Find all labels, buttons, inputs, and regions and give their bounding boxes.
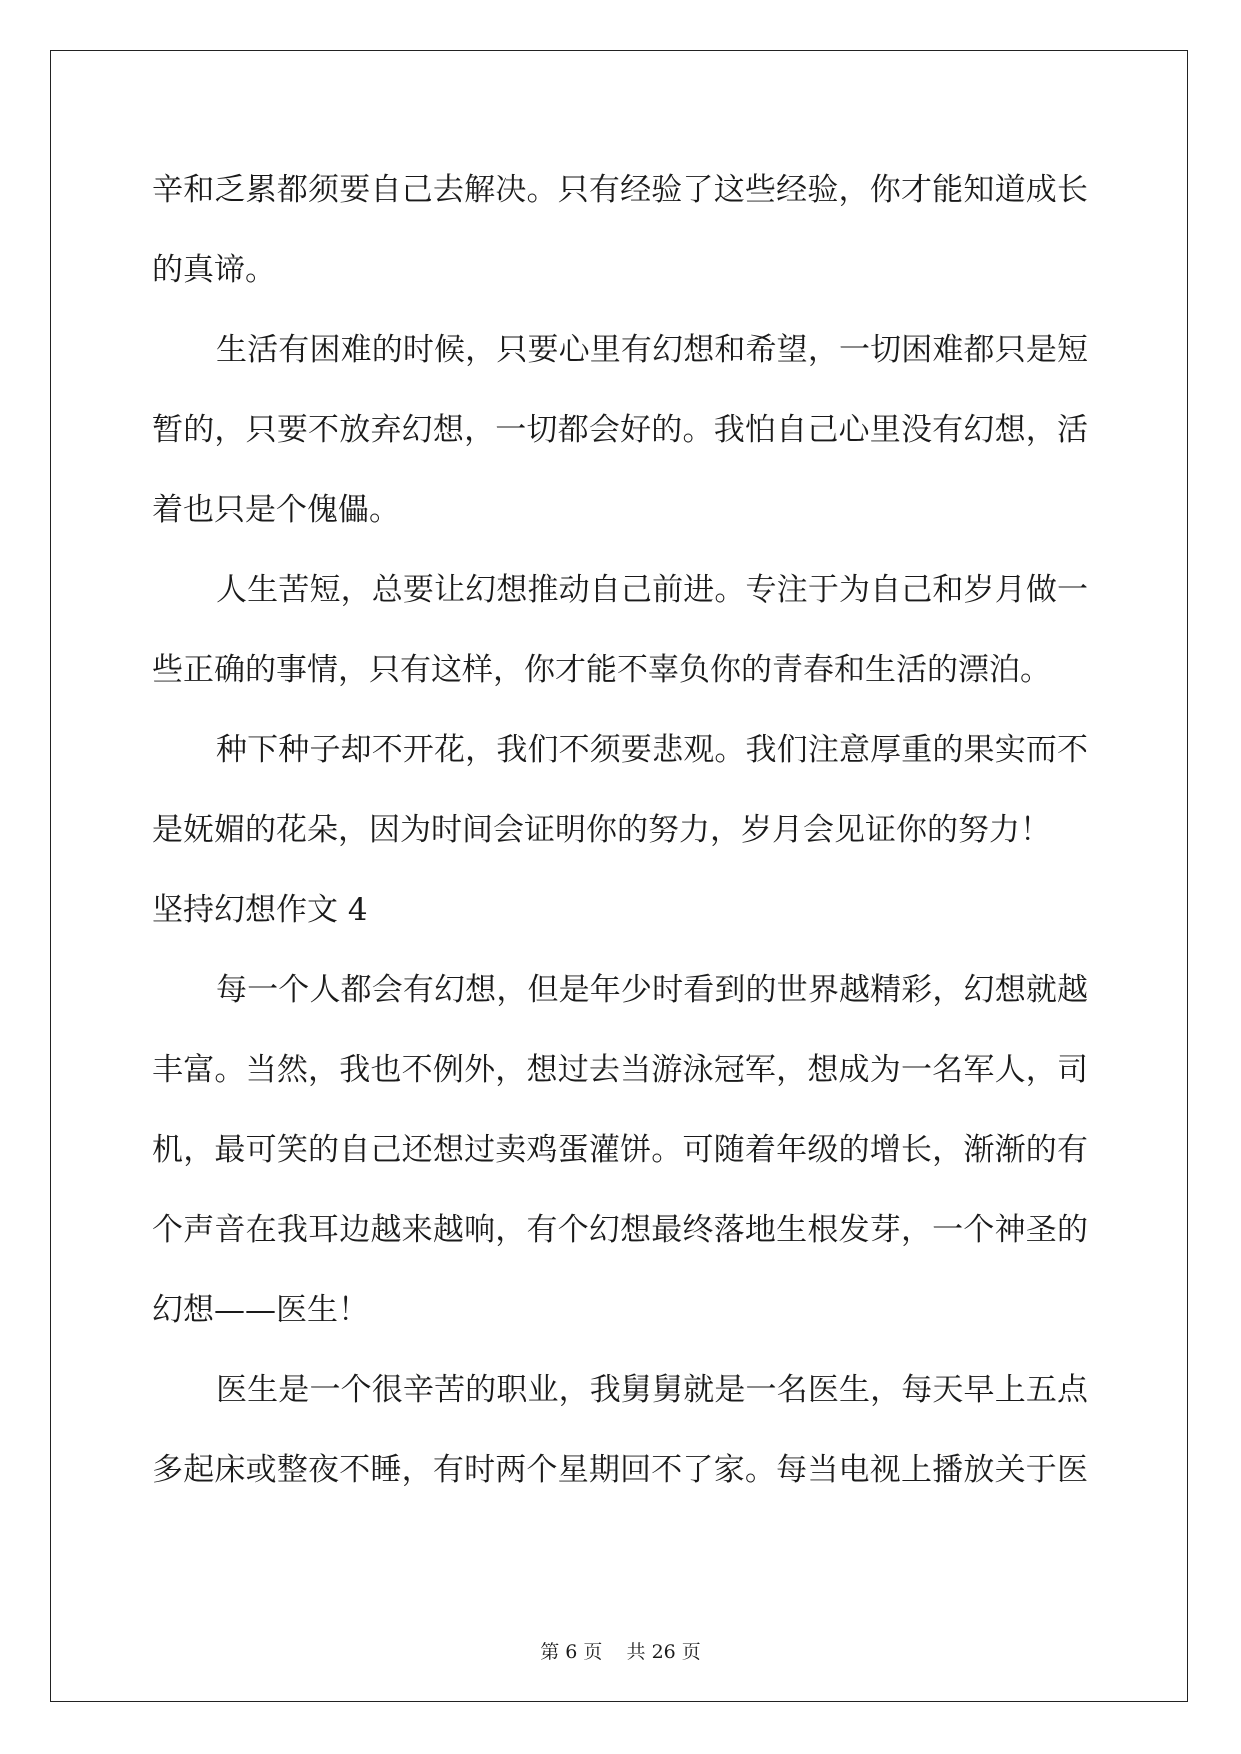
body-line: 丰富。当然，我也不例外，想过去当游泳冠军，想成为一名军人，司: [152, 1052, 1088, 1088]
body-line: 的真谛。: [152, 252, 276, 288]
page-total: 共 26 页: [626, 1641, 701, 1663]
body-line: 些正确的事情，只有这样，你才能不辜负你的青春和生活的漂泊。: [152, 652, 1051, 688]
page-footer: [0, 1640, 1241, 1664]
body-line: 暂的，只要不放弃幻想，一切都会好的。我怕自己心里没有幻想，活: [152, 412, 1088, 448]
body-line: 人生苦短，总要让幻想推动自己前进。专注于为自己和岁月做一: [216, 572, 1088, 608]
body-line: 多起床或整夜不睡，有时两个星期回不了家。每当电视上播放关于医: [152, 1452, 1088, 1488]
document-body: [152, 150, 1088, 1510]
section-heading: 坚持幻想作文 4: [152, 892, 368, 928]
body-line: 个声音在我耳边越来越响，有个幻想最终落地生根发芽，一个神圣的: [152, 1212, 1088, 1248]
body-line: 每一个人都会有幻想，但是年少时看到的世界越精彩，幻想就越: [216, 972, 1088, 1008]
body-line: 生活有困难的时候，只要心里有幻想和希望，一切困难都只是短: [216, 332, 1088, 368]
body-line: 辛和乏累都须要自己去解决。只有经验了这些经验，你才能知道成长: [152, 172, 1088, 208]
page-number: 第 6 页: [540, 1641, 603, 1663]
body-line: 机，最可笑的自己还想过卖鸡蛋灌饼。可随着年级的增长，渐渐的有: [152, 1132, 1088, 1168]
body-line: 是妩媚的花朵，因为时间会证明你的努力，岁月会见证你的努力！: [152, 812, 1051, 848]
body-line: 幻想——医生！: [152, 1292, 369, 1328]
body-line: 医生是一个很辛苦的职业，我舅舅就是一名医生，每天早上五点: [216, 1372, 1088, 1408]
body-line: 种下种子却不开花，我们不须要悲观。我们注意厚重的果实而不: [216, 732, 1088, 768]
body-line: 着也只是个傀儡。: [152, 492, 400, 528]
